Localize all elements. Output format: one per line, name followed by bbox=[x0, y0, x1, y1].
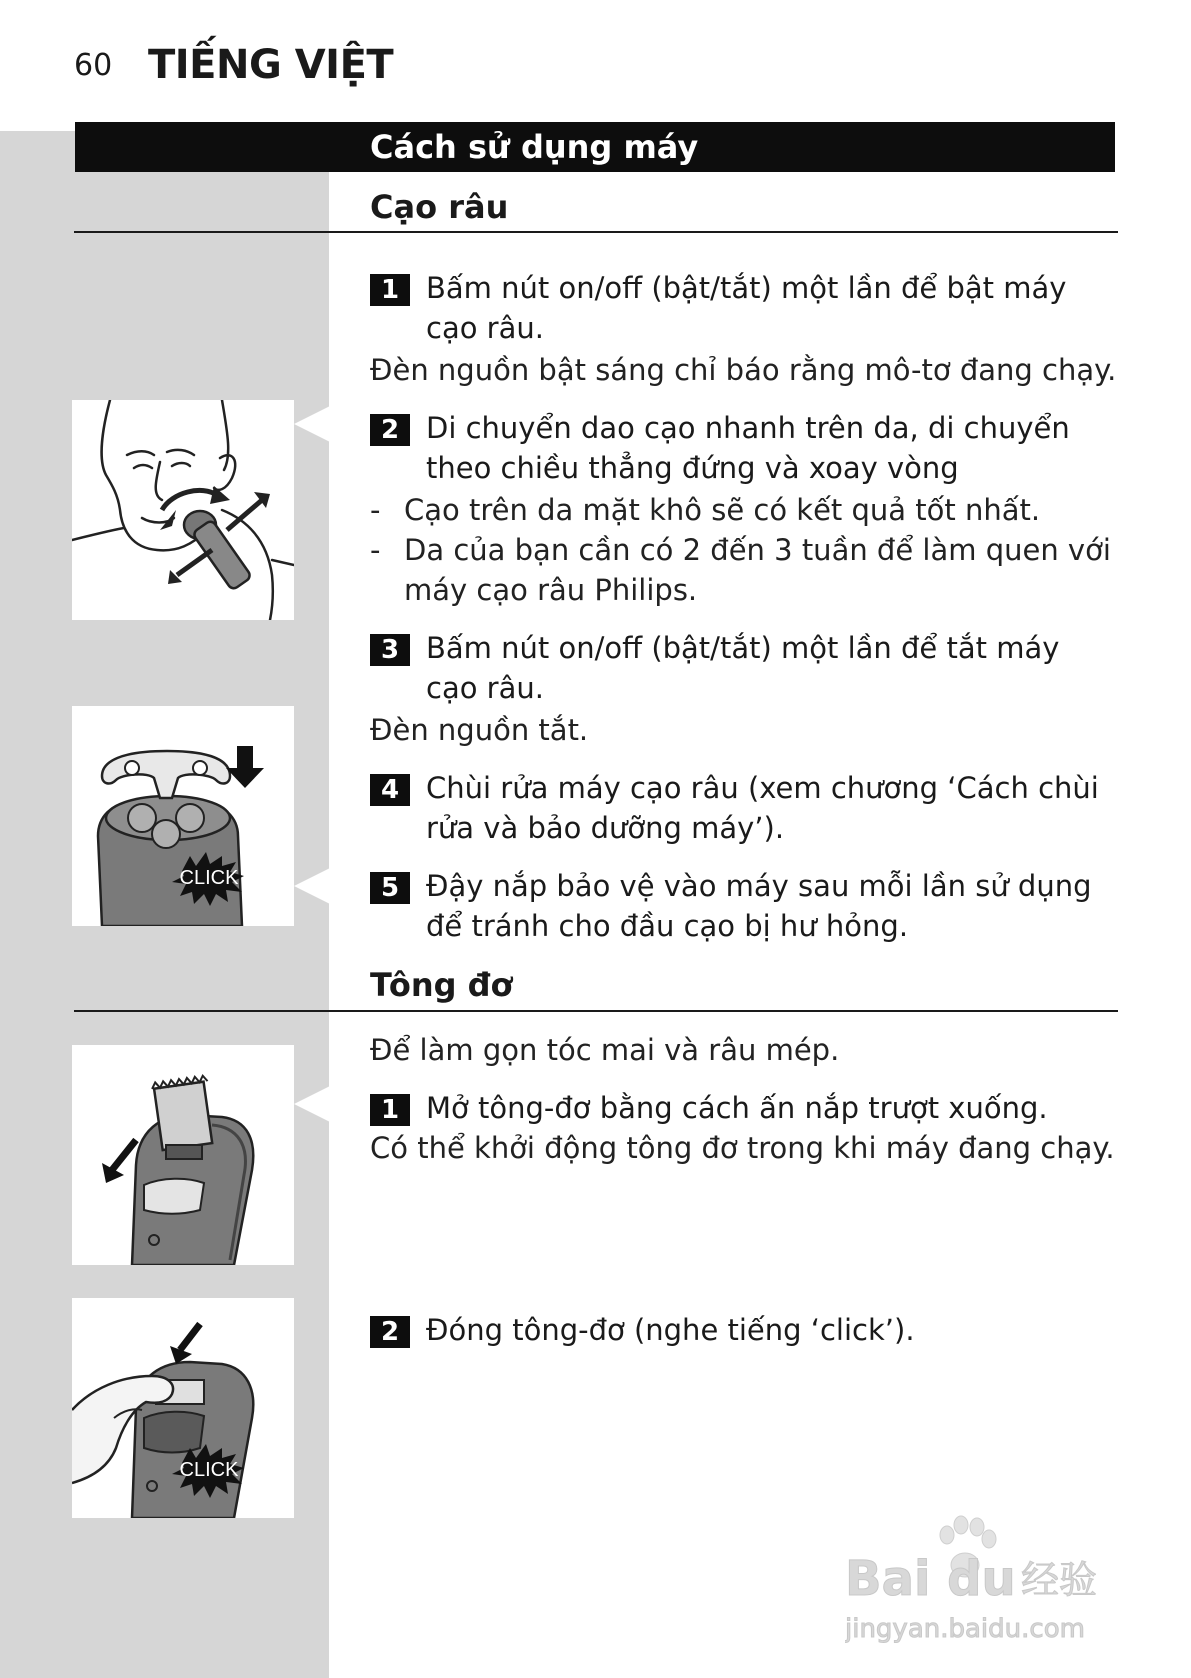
step-text: Chùi rửa máy cạo râu (xem chương ‘Cách chùi rửa và bảo dưỡng máy’). bbox=[426, 771, 1099, 845]
click-label: CLICK bbox=[179, 867, 239, 889]
step-number-badge: 2 bbox=[370, 1316, 410, 1348]
illustration-pointer bbox=[294, 1086, 330, 1122]
illustration-pointer bbox=[294, 868, 330, 904]
click-label: CLICK bbox=[179, 1459, 239, 1481]
shaving-step-3 bbox=[370, 628, 1120, 708]
watermark-chinese: 经验 bbox=[1021, 1558, 1098, 1602]
section-title: Cách sử dụng máy bbox=[370, 128, 699, 166]
step-text: Di chuyển dao cạo nhanh trên da, di chuyển theo chiều thẳng đứng và xoay vòng bbox=[426, 411, 1070, 485]
shaving-heading: Cạo râu bbox=[370, 188, 509, 226]
baidu-paw-logo bbox=[845, 1505, 1125, 1645]
section-banner bbox=[75, 122, 1115, 172]
shaver-cap-illustration bbox=[72, 706, 294, 926]
face-shaving-drawing bbox=[72, 400, 294, 620]
face-shaving-illustration bbox=[72, 400, 294, 620]
shaver-cap-drawing bbox=[72, 706, 294, 926]
step-text: Mở tông-đơ bằng cách ấn nắp trượt xuống. bbox=[426, 1091, 1048, 1125]
step-text: Đóng tông-đơ (nghe tiếng ‘click’). bbox=[426, 1313, 915, 1347]
illustration-pointer bbox=[294, 406, 330, 442]
trimmer-heading: Tông đơ bbox=[370, 966, 513, 1004]
shaving-divider bbox=[74, 231, 1118, 233]
trimmer-open-illustration bbox=[72, 1045, 294, 1265]
shaving-step-3-note: Đèn nguồn tắt. bbox=[370, 713, 589, 747]
step-number-badge: 1 bbox=[370, 274, 410, 306]
step-number-badge: 1 bbox=[370, 1094, 410, 1126]
step-text: Bấm nút on/off (bật/tắt) một lần để tắt máy cạo râu. bbox=[426, 631, 1060, 705]
trimmer-step-1 bbox=[370, 1088, 1120, 1128]
bullet-dash: - bbox=[370, 533, 381, 567]
trimmer-step-1-note: Có thể khởi động tông đơ trong khi máy đang chạy. bbox=[370, 1131, 1115, 1165]
shaving-step-4 bbox=[370, 768, 1120, 848]
watermark-url: jingyan.baidu.com bbox=[845, 1614, 1085, 1644]
shaving-step-1 bbox=[370, 268, 1120, 348]
page-number: 60 bbox=[74, 48, 113, 83]
shaving-step-2-bullet-1: - Cạo trên da mặt khô sẽ có kết quả tốt nhất. bbox=[370, 490, 1120, 530]
trimmer-close-illustration bbox=[72, 1298, 294, 1518]
step-number-badge: 4 bbox=[370, 774, 410, 806]
trimmer-intro: Để làm gọn tóc mai và râu mép. bbox=[370, 1033, 840, 1067]
shaving-step-1-note: Đèn nguồn bật sáng chỉ báo rằng mô-tơ đang chạy. bbox=[370, 353, 1117, 387]
trimmer-step-2 bbox=[370, 1310, 1120, 1350]
step-number-badge: 5 bbox=[370, 872, 410, 904]
watermark-brand: Bai du bbox=[845, 1551, 1016, 1607]
trimmer-divider bbox=[74, 1010, 1118, 1012]
trimmer-close-drawing bbox=[72, 1298, 294, 1518]
step-number-badge: 3 bbox=[370, 634, 410, 666]
step-number-badge: 2 bbox=[370, 414, 410, 446]
shaving-step-5 bbox=[370, 866, 1120, 946]
trimmer-open-drawing bbox=[72, 1045, 294, 1265]
language-title: TIẾNG VIỆT bbox=[148, 42, 394, 88]
shaving-step-2-bullet-2: - Da của bạn cần có 2 đến 3 tuần để làm quen với máy cạo râu Philips. bbox=[370, 530, 1120, 610]
shaving-step-2 bbox=[370, 408, 1120, 488]
bullet-dash: - bbox=[370, 493, 381, 527]
step-text: Bấm nút on/off (bật/tắt) một lần để bật máy cạo râu. bbox=[426, 271, 1067, 345]
step-text: Đậy nắp bảo vệ vào máy sau mỗi lần sử dụng để tránh cho đầu cạo bị hư hỏng. bbox=[426, 869, 1092, 943]
baidu-watermark bbox=[845, 1505, 1125, 1645]
